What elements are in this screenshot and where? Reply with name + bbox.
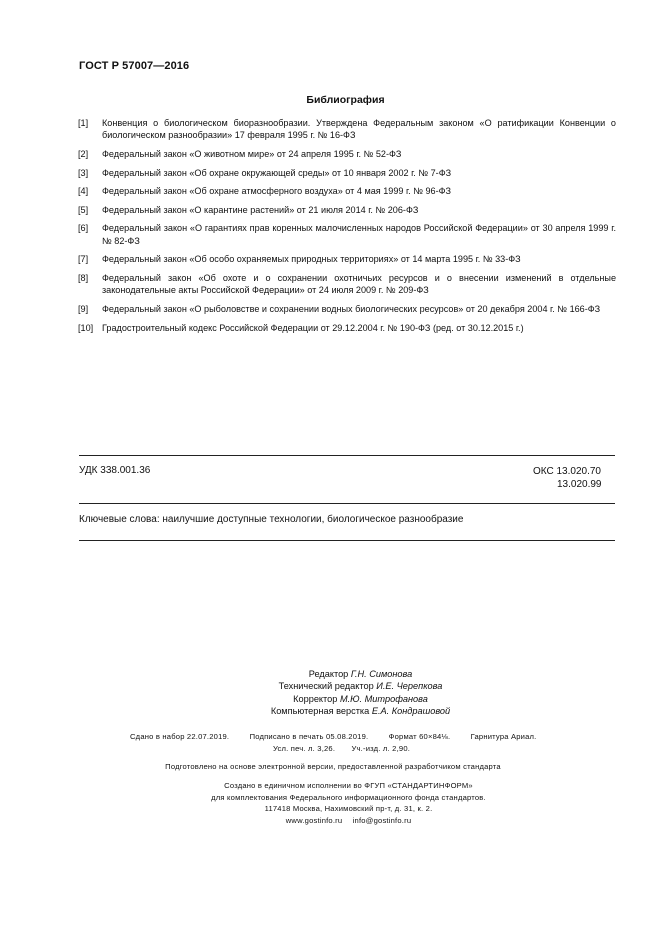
bibliography-item — [78, 322, 616, 334]
bibliography-item — [78, 185, 616, 197]
bibliography-item — [78, 204, 616, 216]
credit-tech-editor — [0, 680, 661, 692]
bibliography-item-number: [10] — [78, 322, 94, 333]
bibliography-item-number: [4] — [78, 186, 89, 197]
keywords-label: Ключевые слова: — [79, 514, 160, 525]
publisher-email-link[interactable]: info@gostinfo.ru — [352, 815, 412, 825]
publisher-block — [0, 780, 661, 826]
imprint-format: Формат 60×84⅛. — [388, 732, 451, 741]
publisher-line-2: для комплектования Федерального информационного фонда стандартов. — [211, 792, 486, 802]
imprint-row-1 — [130, 731, 570, 743]
publisher-address: 117418 Москва, Нахимовский пр-т, д. 31, к. 2. — [264, 804, 433, 814]
bibliography-title: Библиография — [306, 94, 385, 106]
oks-code-1: ОКС 13.020.70 — [533, 466, 601, 477]
credit-name: М.Ю. Митрофанова — [339, 693, 428, 704]
imprint-row-2 — [130, 743, 570, 755]
credit-name: И.Е. Черепкова — [376, 681, 443, 692]
bibliography-item-text: Федеральный закон «О карантине растений» от 21 июля 2014 г. № 206-ФЗ — [102, 204, 419, 215]
bibliography-item-number: [2] — [78, 149, 89, 159]
bibliography-item-text: Федеральный закон «Об особо охраняемых природных территориях» от 14 марта 1995 г. № 33-ФЗ — [102, 254, 521, 265]
bibliography-item-number: [9] — [78, 303, 89, 314]
bibliography-item — [78, 167, 616, 179]
editorial-credits — [0, 668, 661, 717]
bibliography-item-number: [1] — [78, 118, 89, 128]
credit-role: Корректор — [293, 693, 338, 704]
credit-proofreader — [0, 693, 661, 705]
credit-role: Редактор — [308, 669, 349, 679]
bibliography-item-number: [6] — [78, 223, 89, 234]
credit-layout — [0, 705, 661, 717]
bibliography-item — [78, 148, 616, 160]
publisher-website-link[interactable]: www.gostinfo.ru — [285, 815, 343, 825]
bibliography-item — [78, 303, 616, 315]
bibliography-item-text: Федеральный закон «О животном мире» от 24 апреля 1995 г. № 52-ФЗ — [102, 149, 402, 159]
divider-top — [79, 455, 615, 456]
imprint-typeface: Гарнитура Ариал. — [470, 732, 537, 741]
bibliography-item — [78, 117, 616, 142]
bibliography-item — [78, 222, 616, 247]
bibliography-item-text: Федеральный закон «Об охоте и о сохранении охотничьих ресурсов и о внесении изменений в отдельные законодательные акты Российской Федерации» от 24 июля 2009 г. № 209-ФЗ — [102, 272, 616, 296]
document-code: ГОСТ Р 57007—2016 — [79, 60, 190, 72]
keywords-value: наилучшие доступные технологии, биологическое разнообразие — [162, 514, 464, 525]
bibliography-item — [78, 253, 616, 265]
divider-middle — [79, 503, 615, 504]
imprint-block — [130, 731, 570, 754]
imprint-signed: Подписано в печать 05.08.2019. — [249, 732, 369, 741]
credit-editor — [0, 668, 661, 680]
credit-role: Компьютерная верстка — [270, 705, 370, 716]
oks-code-2: 13.020.99 — [557, 479, 602, 490]
publisher-line-1: Создано в единичном исполнении во ФГУП «СТАНДАРТИНФОРМ» — [224, 781, 473, 790]
bibliography-item-text: Федеральный закон «Об охране окружающей среды» от 10 января 2002 г. № 7-ФЗ — [102, 167, 452, 178]
udc-code: УДК 338.001.36 — [79, 465, 151, 476]
credit-role: Технический редактор — [278, 681, 374, 692]
bibliography-item-text: Федеральный закон «Об охране атмосферного воздуха» от 4 мая 1999 г. № 96-ФЗ — [102, 186, 452, 197]
imprint-print-sheets: Усл. печ. л. 3,26. — [273, 743, 336, 753]
bibliography-item-text: Конвенция о биологическом биоразнообразии. Утверждена Федеральным законом «О ратификации Конвенции о биологическом разнообразии» 17 февраля 1995 г. № 16-ФЗ — [102, 118, 616, 141]
bibliography-item — [78, 272, 616, 297]
credit-name: Г.Н. Симонова — [350, 669, 413, 679]
bibliography-item-text: Градостроительный кодекс Российской Федерации от 29.12.2004 г. № 190-ФЗ (ред. от 30.12.2015 г.) — [102, 322, 524, 333]
bibliography-item-number: [7] — [78, 254, 89, 265]
credit-name: Е.А. Кондрашовой — [371, 705, 451, 716]
imprint-publ-sheets: Уч.-изд. л. 2,90. — [351, 743, 411, 753]
imprint-submitted: Сдано в набор 22.07.2019. — [130, 732, 230, 741]
bibliography-item-text: Федеральный закон «О гарантиях прав коренных малочисленных народов Российской Федерации» от 30 апреля 1999 г. № 82-ФЗ — [102, 223, 616, 246]
keywords-line — [79, 514, 463, 525]
bibliography-item-number: [5] — [78, 204, 89, 215]
divider-bottom — [79, 540, 615, 541]
oks-codes — [533, 465, 602, 491]
bibliography-item-number: [8] — [78, 272, 89, 283]
publisher-contacts — [36, 815, 661, 827]
prepared-note: Подготовлено на основе электронной версии, предоставленной разработчиком стандарта — [165, 762, 501, 771]
bibliography-list — [78, 117, 616, 340]
bibliography-item-number: [3] — [78, 167, 89, 178]
bibliography-item-text: Федеральный закон «О рыболовстве и сохранении водных биологических ресурсов» от 20 декабря 2004 г. № 166-ФЗ — [102, 303, 601, 314]
